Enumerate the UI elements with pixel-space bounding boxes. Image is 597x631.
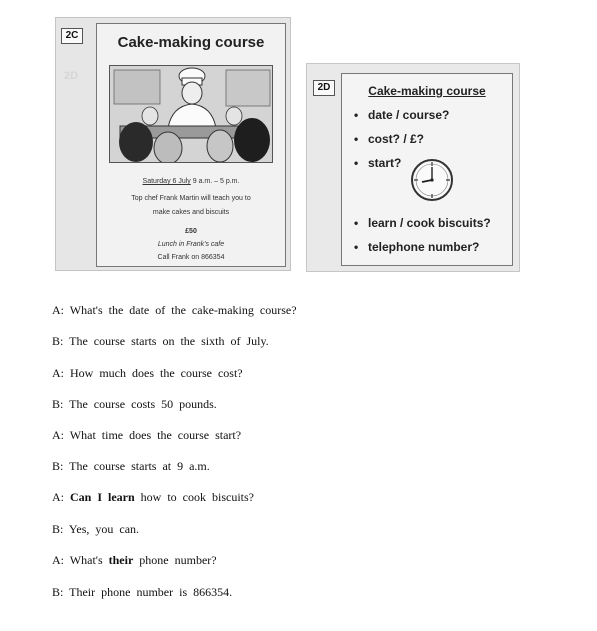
course-description-line-2: make cakes and biscuits [152,209,230,216]
dialogue-line [52,366,243,381]
card-2d-panel [341,73,513,266]
course-date-time [97,177,285,186]
ghost-text: 2D [64,70,79,82]
speaker-label: B: [52,459,64,473]
dialogue-line [52,303,297,318]
dialogue-line [52,553,217,568]
prompt-text: cost? / £? [368,132,425,146]
prompt-item: • cost? / £? [354,132,425,146]
prompt-text: learn / cook biscuits? [368,216,491,230]
prompt-text: telephone number? [368,240,480,254]
dialogue-text: how to cook biscuits? [140,490,254,504]
speaker-label: A: [52,303,64,317]
dialogue-line [52,459,210,474]
card-code-2d: 2D [313,80,335,96]
dialogue-emphasis: Can I learn [70,490,135,504]
chef-teaching-class-illustration [109,65,273,163]
prompt-item: • learn / cook biscuits? [354,216,491,230]
card-2c-title: Cake-making course [117,34,265,51]
speaker-label: A: [52,428,64,442]
dialogue-text: cake-making course? [191,303,297,317]
dialogue-emphasis: their [108,553,134,567]
prompt-item: • telephone number? [354,240,480,254]
dialogue-line [52,585,232,600]
card-2c-panel [96,23,286,267]
speaker-label: A: [52,366,64,380]
dialogue-text: Yes, you can. [68,522,140,536]
speaker-label: B: [52,397,64,411]
prompt-text: date / course? [368,108,450,122]
speaker-label: A: [52,490,64,504]
speaker-label: B: [52,585,64,599]
course-time: 9 a.m. – 5 p.m. [192,178,240,185]
course-price: £50 [185,228,197,235]
dialogue-text: How much does the course cost? [70,366,243,380]
card-2d-title: Cake-making course [368,84,486,98]
dialogue-text: The course costs 50 pounds. [69,397,217,411]
dialogue-text: What time does the course start? [69,428,242,442]
dialogue-line [52,490,254,505]
dialogue-line [52,428,241,443]
course-description-line-1: Top chef Frank Martin will teach you to [131,195,251,202]
prompt-text: start? [368,156,402,170]
chef-illustration-svg [110,66,273,163]
dialogue-text: The course starts at 9 a.m. [69,459,210,473]
card-code-2c: 2C [61,28,83,44]
speaker-label: B: [52,522,64,536]
course-lunch: Lunch in Frank's cafe [157,241,225,248]
clock-icon [410,158,454,202]
dialogue-line [52,397,217,412]
dialogue-line [52,522,139,537]
course-phone-line: Call Frank on 866354 [157,254,225,261]
speaker-label: B: [52,334,64,348]
dialogue-text: phone number? [139,553,217,567]
dialogue-text: The course starts on the sixth of July. [69,334,269,348]
dialogue-line [52,334,269,349]
dialogue-text: What's the date of the [69,303,186,317]
prompt-item: • date / course? [354,108,450,122]
speaker-label: A: [52,553,64,567]
card-2d [306,63,520,272]
prompt-item: • start? [354,156,402,170]
card-2c [55,17,291,271]
course-date: Saturday 6 July [142,178,191,185]
dialogue-text: What's [69,553,103,567]
dialogue-text: Their phone number is 866354. [69,585,233,599]
